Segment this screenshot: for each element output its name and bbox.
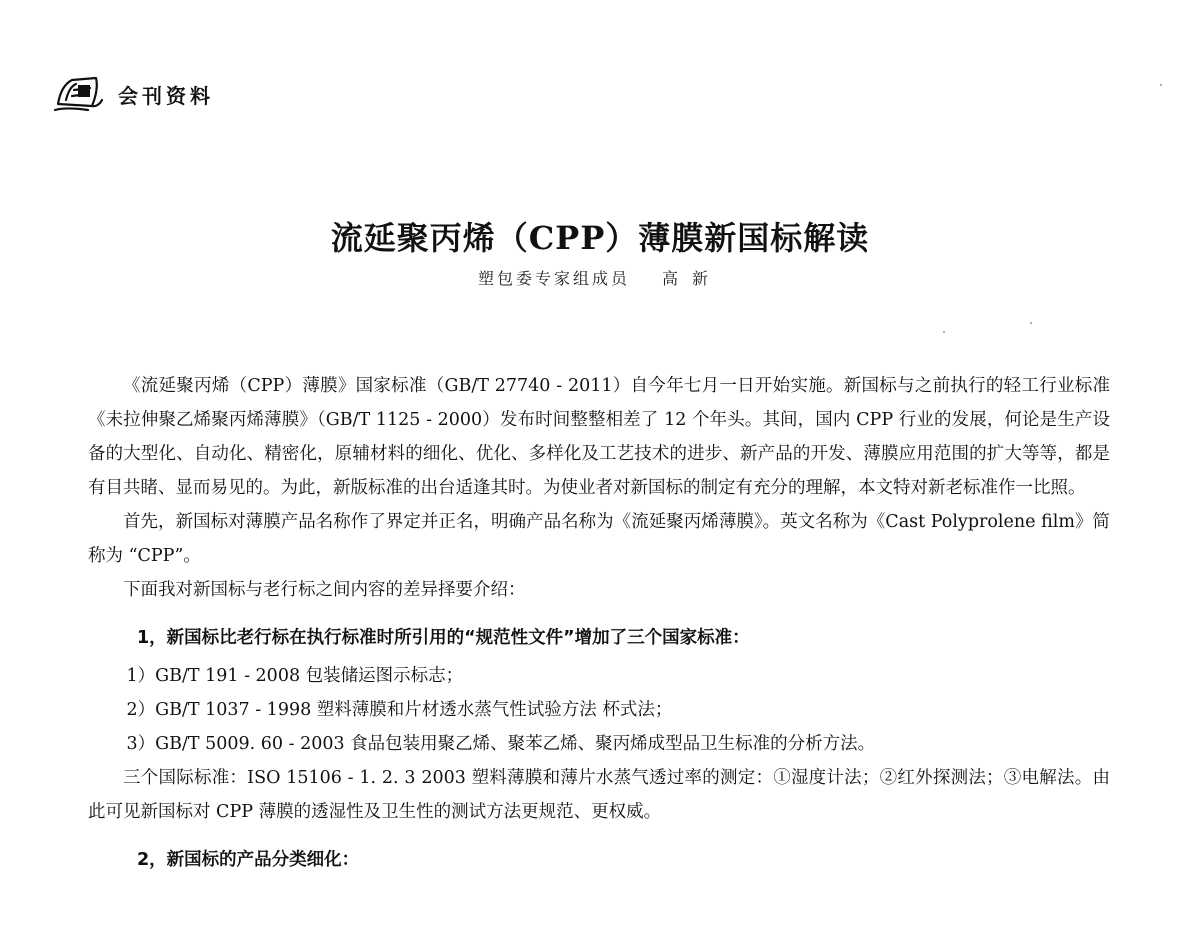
scan-speck [1160, 84, 1162, 86]
section-header [52, 74, 214, 114]
list-item: 3）GB/T 5009. 60 - 2003 食品包装用聚乙烯、聚苯乙烯、聚丙烯成型品卫生标准的分析方法。 [126, 734, 876, 754]
article-body [88, 369, 1110, 877]
list-item: 1）GB/T 191 - 2008 包装储运图示标志； [126, 666, 464, 686]
author-name: 高新 [662, 269, 723, 288]
section-label: 会刊资料 [118, 83, 214, 108]
list-item: 2）GB/T 1037 - 1998 塑料薄膜和片材透水蒸气性试验方法 杯式法； [126, 700, 673, 720]
article-title: 流延聚丙烯（CPP）薄膜新国标解读 [330, 219, 870, 258]
scan-speck [943, 331, 945, 333]
paragraph-overview: 下面我对新国标与老行标之间内容的差异择要介绍： [123, 580, 526, 600]
scan-speck [1030, 322, 1032, 324]
author-role: 塑包委专家组成员 [477, 269, 630, 288]
paragraph-international-standards: 三个国际标准：ISO 15106 - 1. 2. 3 2003 塑料薄膜和薄片水蒸气透过率的测定：①湿度计法；②红外探测法；③电解法。由此可见新国标对 CPP 薄膜的透湿性及卫生性的测试方法更规范、更权威。 [88, 768, 1110, 822]
paragraph-name-definition: 首先，新国标对薄膜产品名称作了界定并正名，明确产品名称为《流延聚丙烯薄膜》。英文名称为《Cast Polyprolene film》简称为 “CPP”。 [88, 512, 1110, 566]
paragraph-intro: 《流延聚丙烯（CPP）薄膜》国家标准（GB/T 27740 - 2011）自今年七月一日开始实施。新国标与之前执行的轻工行业标准《未拉伸聚乙烯聚丙烯薄膜》（GB/T 1125 - 2000）发布时间整整相差了 12 个年头。其间，国内 CPP 行业的发展，何论是生产设备的大型化、自动化、精密化，原辅材料的细化、优化、多样化及工艺技术的进步、新产品的开发、薄膜应用范围的扩大等等，都是有目共睹、显而易见的。为此，新版标准的出台适逢其时。为使业者对新国标的制定有充分的理解，本文特对新老标准作一比照。 [88, 376, 1110, 498]
section-1-heading: 1，新国标比老行标在执行标准时所引用的“规范性文件”增加了三个国家标准： [137, 628, 750, 648]
section-2-heading: 2，新国标的产品分类细化： [137, 850, 360, 870]
author-byline [0, 266, 1200, 289]
newspaper-reading-icon [52, 74, 108, 114]
